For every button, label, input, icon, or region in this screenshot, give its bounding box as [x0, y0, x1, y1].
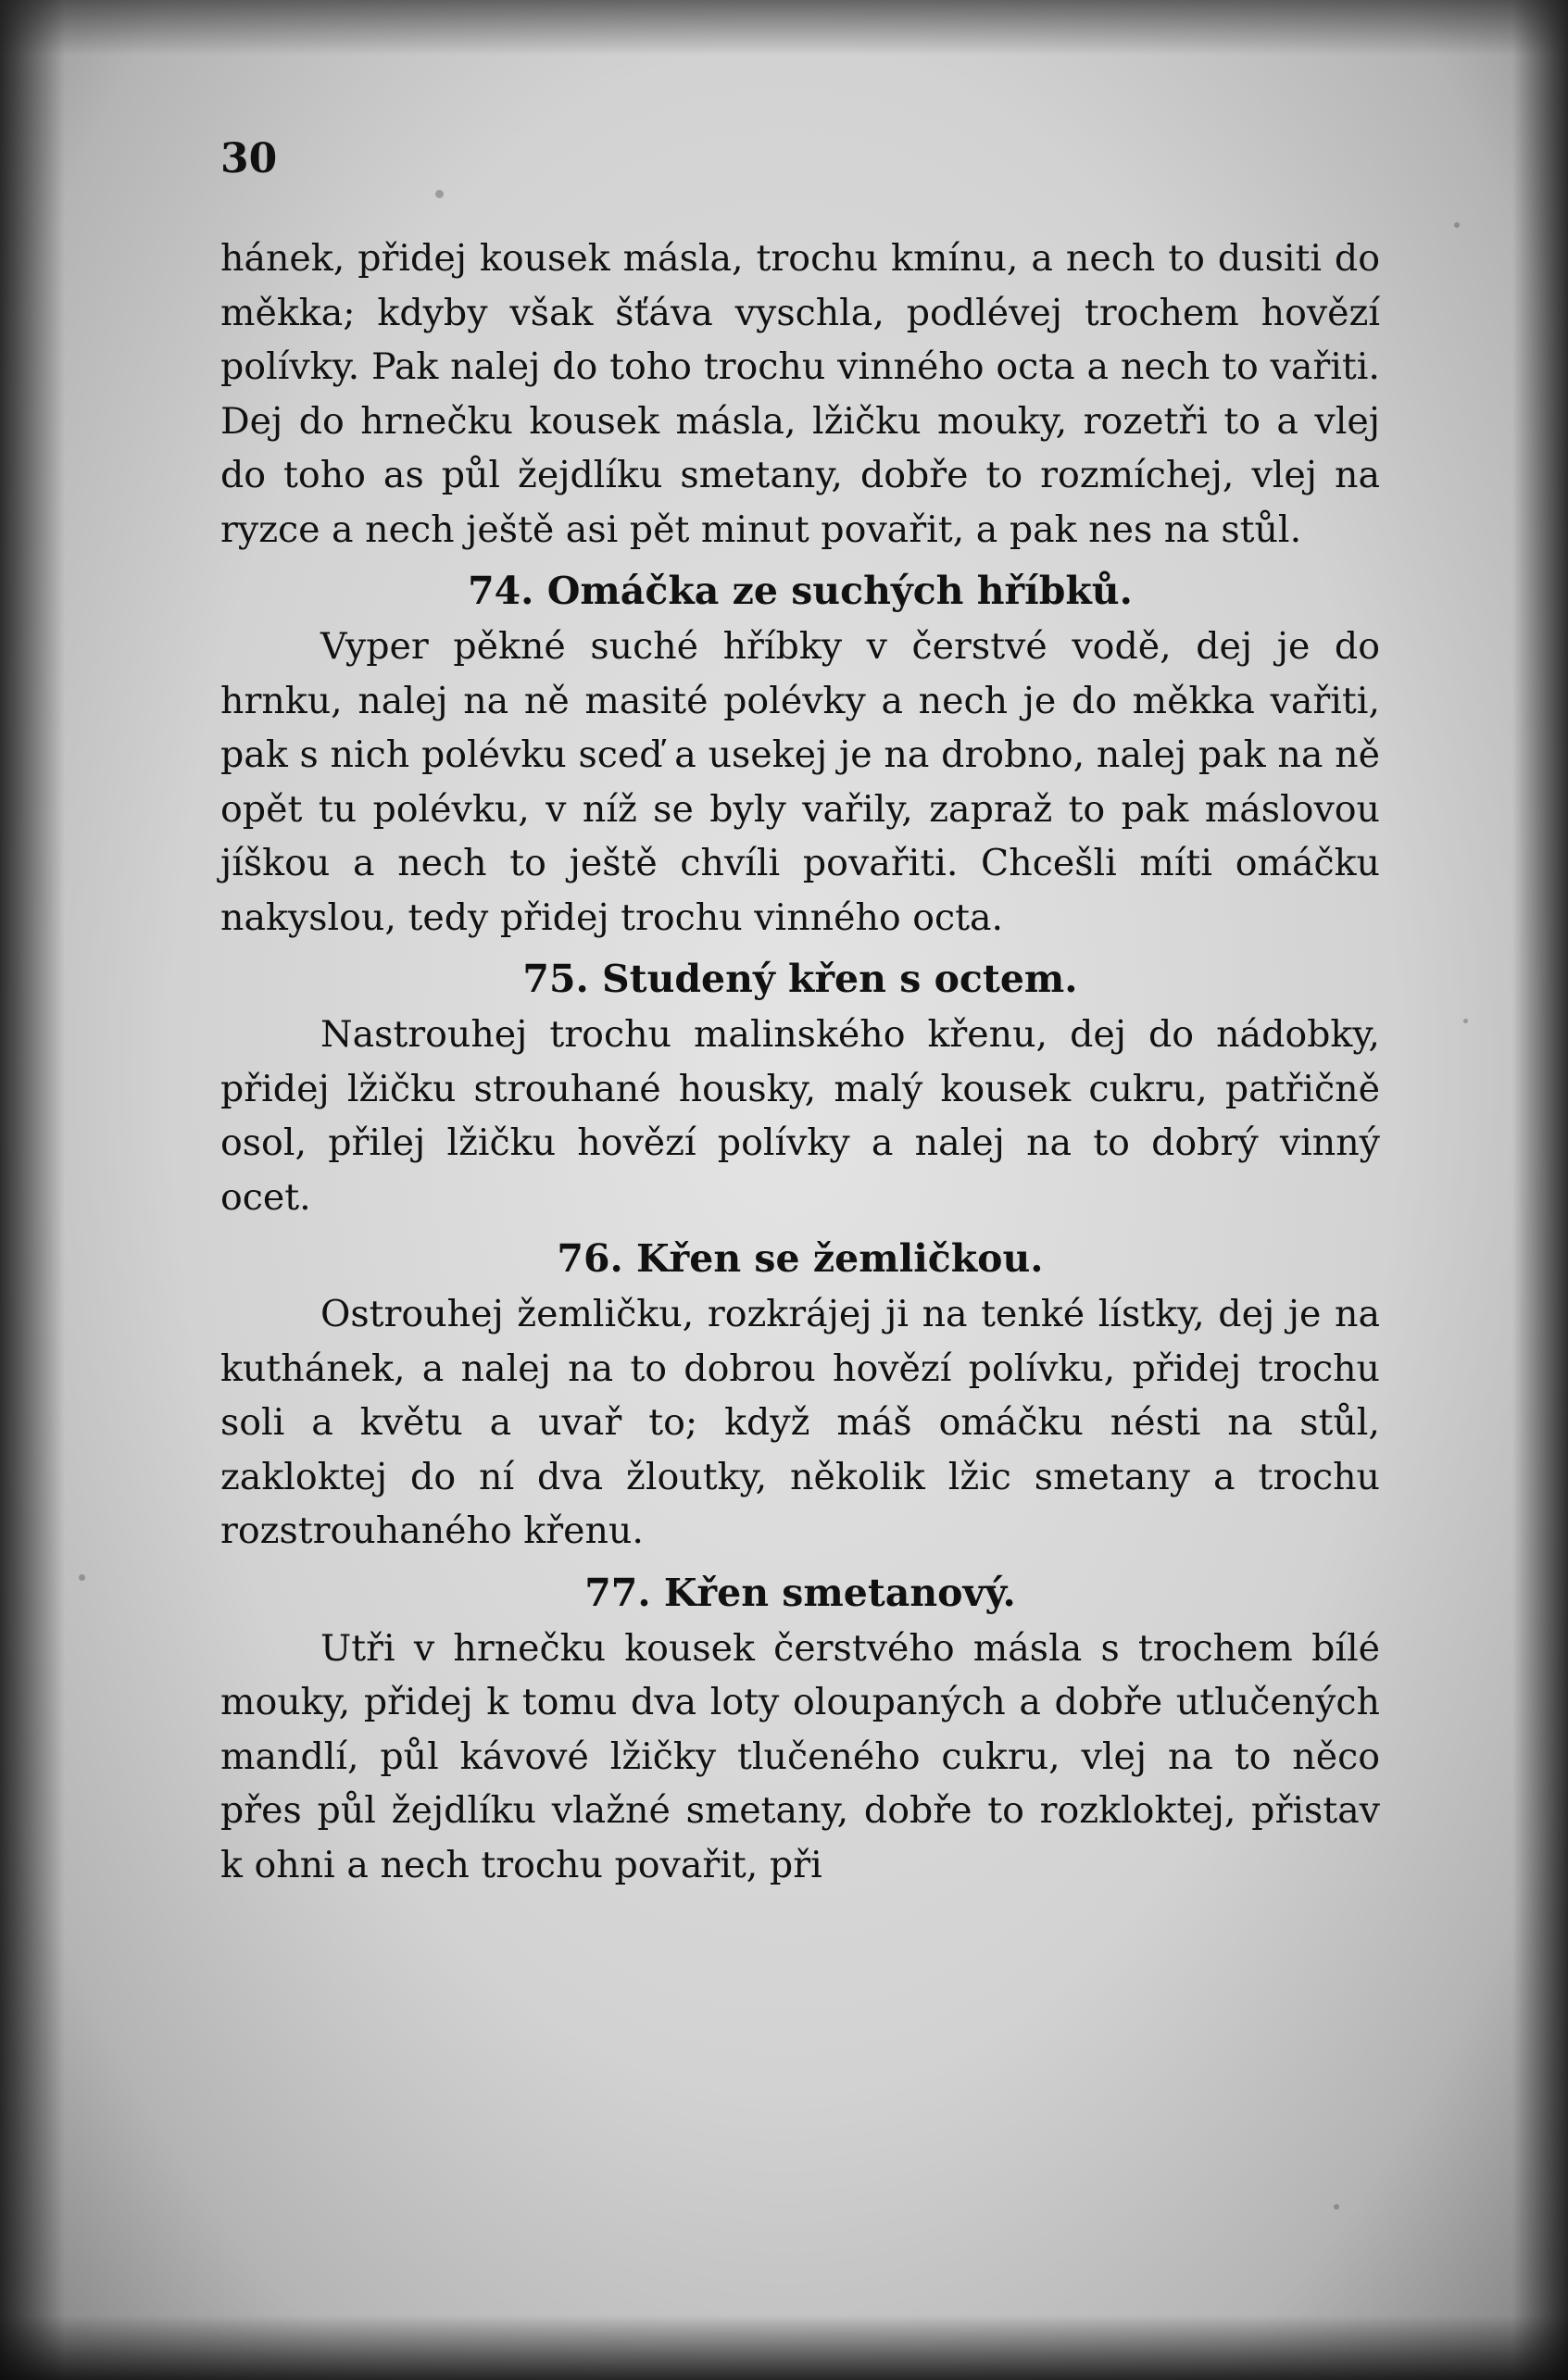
scan-speck	[1334, 2204, 1339, 2210]
scan-speck	[1463, 1019, 1468, 1023]
bottom-scan-shadow	[0, 2315, 1568, 2380]
recipe-text: Nastrouhej trochu malinského křenu, dej do nádobky, přidej lžičku strouhané housky, malý kousek cukru, patřičně osol, přilej lžičku hovězí polívky a nalej na to dobrý vinný ocet.	[220, 1013, 1380, 1219]
recipe-text: Utři v hrnečku kousek čerstvého másla s trochem bílé mouky, přidej k tomu dva loty oloupaných a dobře utlučených mandlí, půl kávové lžičky tlučeného cukru, vlej na to něco přes půl žejdlíku vlažné smetany, dobře to rozkloktej, přistav k ohni a nech trochu povařit, při	[220, 1626, 1380, 1886]
recipe-title: 75. Studený křen s octem.	[522, 957, 1078, 1001]
page-number: 30	[220, 135, 278, 182]
intro-paragraph: hánek, přidej kousek másla, trochu kmínu, a nech to dusiti do měkka; kdyby však šťáva vyschla, podlévej trochem hovězí polívky. Pak nalej do toho trochu vinného octa a nech to vařiti. Dej do hrnečku kousek másla, lžičku mouky, rozetři to a vlej do toho as půl žejdlíku smetany, dobře to rozmíchej, vlej na ryzce a nech ještě asi pět minut povařit, a pak nes na stůl.	[220, 237, 1380, 551]
recipe-title: 74. Omáčka ze suchých hříbků.	[468, 569, 1133, 613]
top-scan-shadow	[0, 0, 1568, 56]
left-scan-shadow	[0, 0, 65, 2380]
right-scan-shadow	[1512, 0, 1568, 2380]
scan-speck	[79, 1574, 85, 1581]
recipe-text: Ostrouhej žemličku, rozkrájej ji na tenké lístky, dej je na kuthánek, a nalej na to dobrou hovězí polívku, přidej trochu soli a květu a uvař to; když máš omáčku nésti na stůl, zakloktej do ní dva žloutky, několik lžic smetany a trochu rozstrouhaného křenu.	[220, 1293, 1380, 1552]
recipe-title: 76. Křen se žemličkou.	[557, 1236, 1044, 1281]
recipe-title: 77. Křen smetanový.	[584, 1570, 1016, 1615]
recipe-text: Vyper pěkné suché hříbky v čerstvé vodě, dej je do hrnku, nalej na ně masité polévky a nech je do měkka vařiti, pak s nich polévku sceď a usekej je na drobno, nalej pak na ně opět tu polévku, v níž se byly vařily, zapraž to pak máslovou jíškou a nech to ještě chvíli povařiti. Chcešli míti omáčku nakyslou, tedy přidej trochu vinného octa.	[220, 625, 1380, 939]
scan-speck	[1454, 222, 1460, 228]
book-page	[220, 135, 1380, 1892]
